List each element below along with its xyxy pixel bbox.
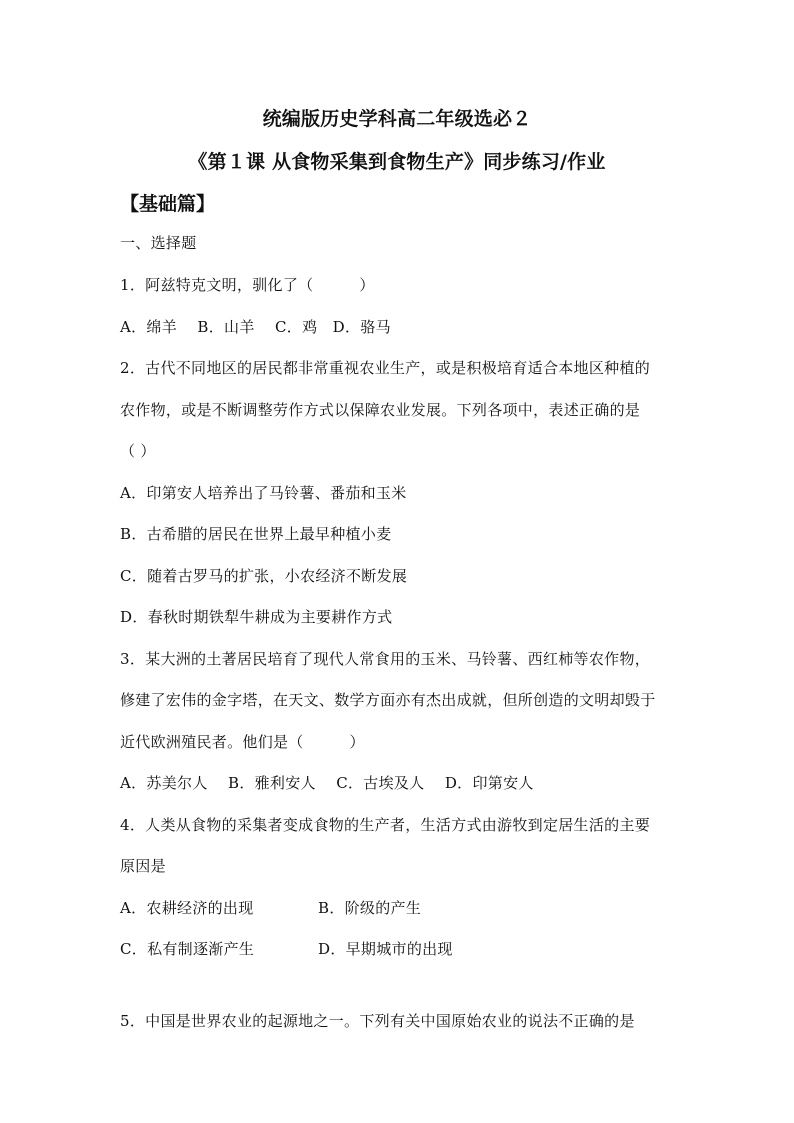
question-5-stem-line: 5．中国是世界农业的起源地之一。下列有关中国原始农业的说法不正确的是 (120, 1012, 635, 1030)
question-4-stem-line: 原因是 (120, 857, 166, 875)
question-2-stem-line: 农作物，或是不断调整劳作方式以保障农业发展。下列各项中，表述正确的是 (120, 401, 641, 419)
document-subtitle: 《第１课 从食物采集到食物生产》同步练习/作业 (188, 151, 606, 173)
question-2-stem-line: （ ） (120, 442, 156, 460)
question-3-options: A．苏美尔人 B．雅利安人 C．古埃及人 D．印第安人 (120, 774, 534, 792)
question-3-stem-line: 修建了宏伟的金字塔，在天文、数学方面亦有杰出成就，但所创造的文明却毁于 (120, 691, 656, 709)
question-4-option-c: C．私有制逐渐产生 (120, 940, 255, 958)
document-title: 统编版历史学科高二年级选必２ (262, 108, 532, 130)
question-2-option-b: B．古希腊的居民在世界上最早种植小麦 (120, 525, 392, 543)
question-2-option-d: D．春秋时期铁犁牛耕成为主要耕作方式 (120, 608, 393, 626)
question-4-stem-line: 4．人类从食物的采集者变成食物的生产者，生活方式由游牧到定居生活的主要 (120, 816, 651, 834)
question-1-stem: 1．阿兹特克文明，驯化了（ ） (120, 276, 375, 294)
question-1-options: A．绵羊 B．山羊 C．鸡 D．骆马 (120, 318, 391, 336)
question-4-option-a: A．农耕经济的出现 (120, 899, 254, 917)
question-3-stem-line: 近代欧洲殖民者。他们是（ ） (120, 733, 365, 751)
subsection-heading: 一、选择题 (120, 234, 197, 252)
section-heading: 【基础篇】 (120, 193, 216, 215)
question-2-stem-line: 2．古代不同地区的居民都非常重视农业生产，或是积极培育适合本地区种植的 (120, 359, 651, 377)
question-4-option-b: B．阶级的产生 (318, 899, 422, 917)
question-4-option-d: D．早期城市的出现 (318, 940, 453, 958)
question-3-stem-line: 3．某大洲的土著居民培育了现代人常食用的玉米、马铃薯、西红柿等农作物， (120, 650, 651, 668)
question-2-option-a: A．印第安人培养出了马铃薯、番茄和玉米 (120, 484, 407, 502)
question-2-option-c: C．随着古罗马的扩张，小农经济不断发展 (120, 567, 408, 585)
